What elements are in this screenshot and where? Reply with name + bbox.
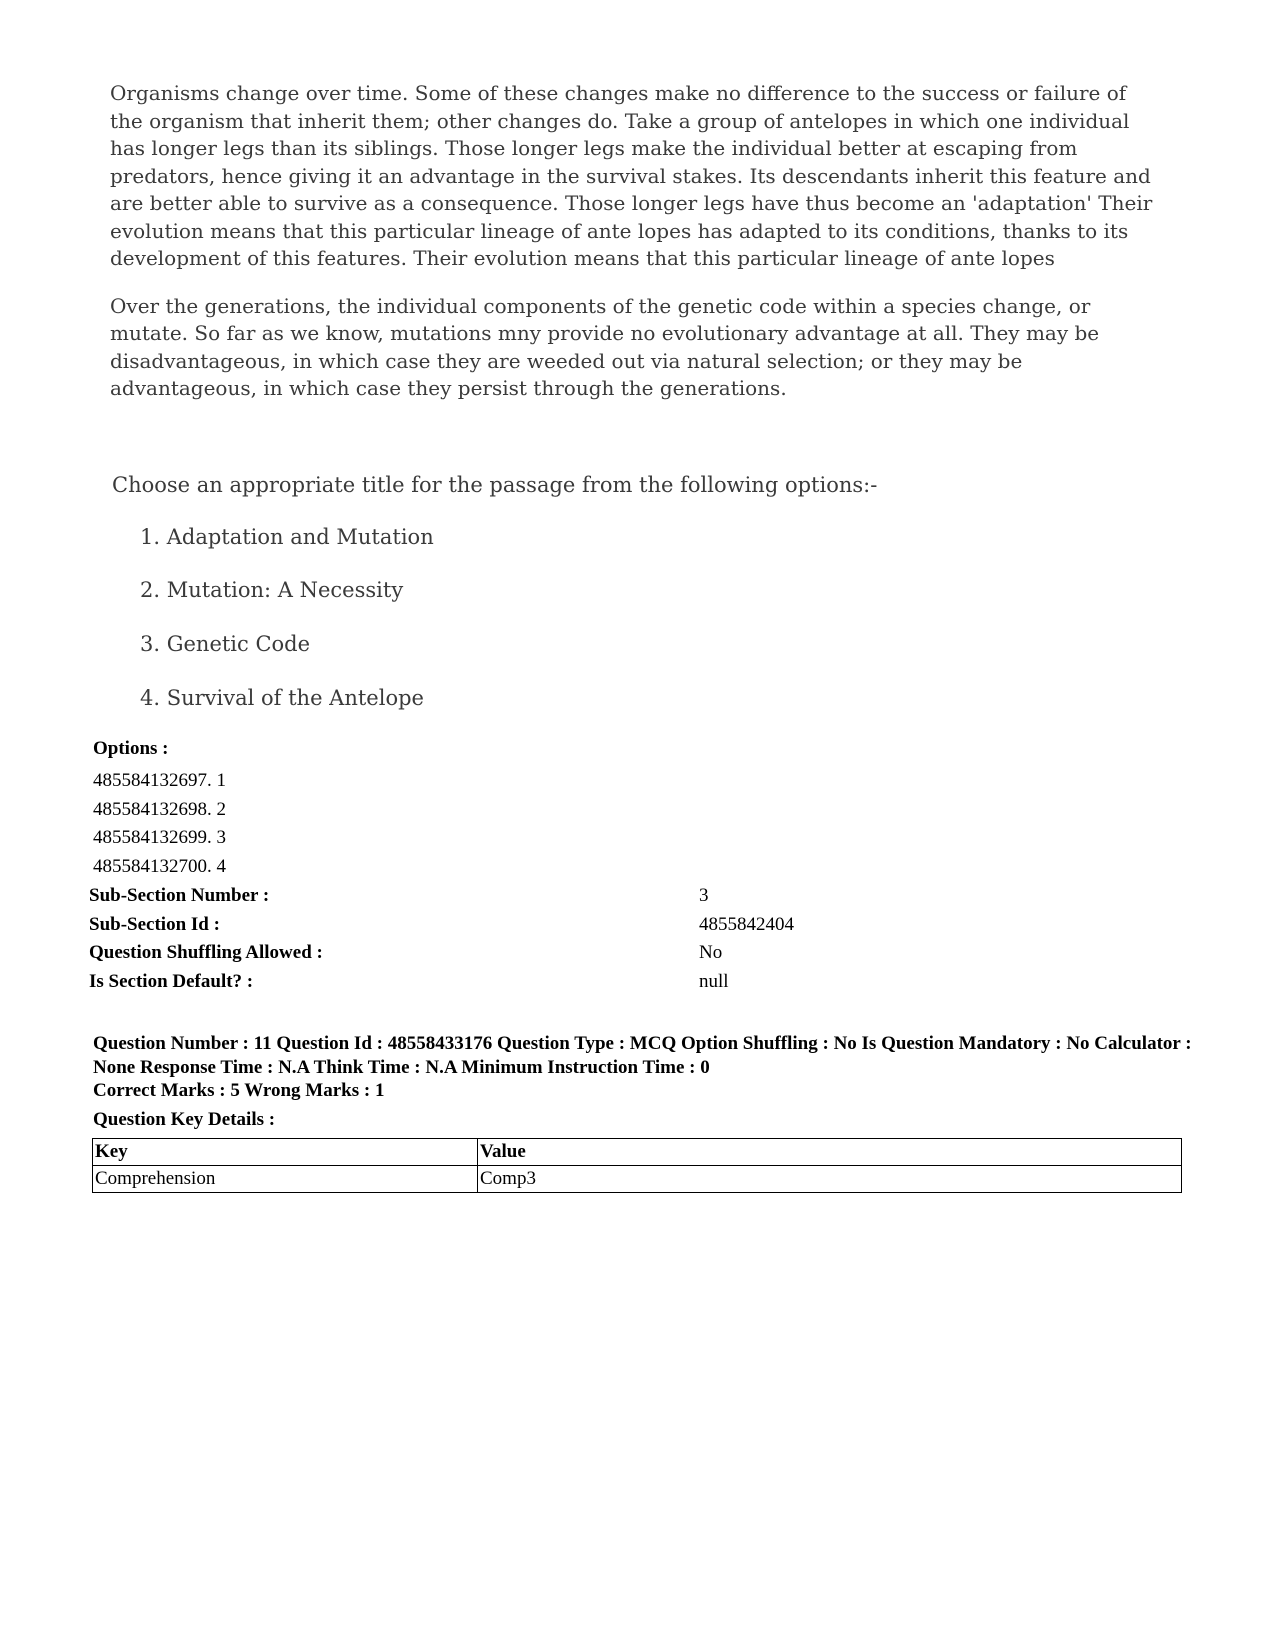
subsection-row <box>89 885 1189 914</box>
key-details-heading: Question Key Details : <box>93 1109 276 1130</box>
subsection-value: 4855842404 <box>699 913 794 935</box>
subsection-value: null <box>699 970 729 992</box>
subsection-row <box>89 971 1189 1000</box>
subsection-value: No <box>699 942 723 964</box>
passage-paragraph-2: Over the generations, the individual components of the genetic code within a species change, or mutate. So far as we know, mutations mny provide no evolutionary advantage at all. They may be disadvantageous, in which case they are weeded out via natural selection; or they may be advantageous, in which case they persist through the generations. <box>110 293 1100 400</box>
choice-3: 3. Genetic Code <box>140 632 311 656</box>
options-heading: Options : <box>93 738 169 759</box>
option-item: 485584132697. 1 <box>93 770 226 791</box>
passage-image <box>110 80 1170 403</box>
subsection-value: 3 <box>699 885 709 906</box>
key-details-table <box>92 1138 1182 1193</box>
table-header-value: Value <box>478 1139 1182 1166</box>
subsection-label: Sub-Section Number : <box>89 885 270 906</box>
table-cell-key: Comprehension <box>93 1166 478 1193</box>
subsection-label: Sub-Section Id : <box>89 913 220 935</box>
table-header-row <box>93 1139 1182 1166</box>
subsection-row <box>89 914 1189 943</box>
subsection-info <box>89 885 1189 999</box>
table-header-key: Key <box>93 1139 478 1166</box>
table-row <box>93 1166 1182 1193</box>
subsection-label: Is Section Default? : <box>89 970 254 992</box>
choice-1: 1. Adaptation and Mutation <box>140 525 434 549</box>
option-item: 485584132700. 4 <box>93 855 226 877</box>
question-info: Question Number : 11 Question Id : 48558433176 Question Type : MCQ Option Shuffling : No Is Question Mandatory : No Calculator : None Response Time : N.A Think Time : N.A Minimum Instruction Time : 0 <box>93 1033 1192 1078</box>
subsection-row <box>89 942 1189 971</box>
option-item: 485584132699. 3 <box>93 827 226 848</box>
options-list <box>93 767 226 881</box>
choice-4: 4. Survival of the Antelope <box>140 686 424 710</box>
choice-2: 2. Mutation: A Necessity <box>140 578 404 602</box>
option-item: 485584132698. 2 <box>93 798 226 820</box>
subsection-label: Question Shuffling Allowed : <box>89 942 323 964</box>
table-cell-value: Comp3 <box>478 1166 1182 1193</box>
marks-info: Correct Marks : 5 Wrong Marks : 1 <box>93 1080 385 1101</box>
passage-paragraph-1: Organisms change over time. Some of these changes make no difference to the success or failure of the organism that inherit them; other changes do. Take a group of antelopes in which one individual has longer legs than its siblings. Those longer legs make the individual better at escaping from predators, hence giving it an advantage in the survival stakes. Its descendants inherit this feature and are better able to survive as a consequence. Those longer legs have thus become an 'adaptation' Their evolution means that this particular lineage of ante lopes has adapted to its conditions, thanks to its development of this features. Their evolution means that this particular lineage of ante lopes <box>110 81 1153 270</box>
question-prompt: Choose an appropriate title for the passage from the following options:- <box>112 473 878 497</box>
